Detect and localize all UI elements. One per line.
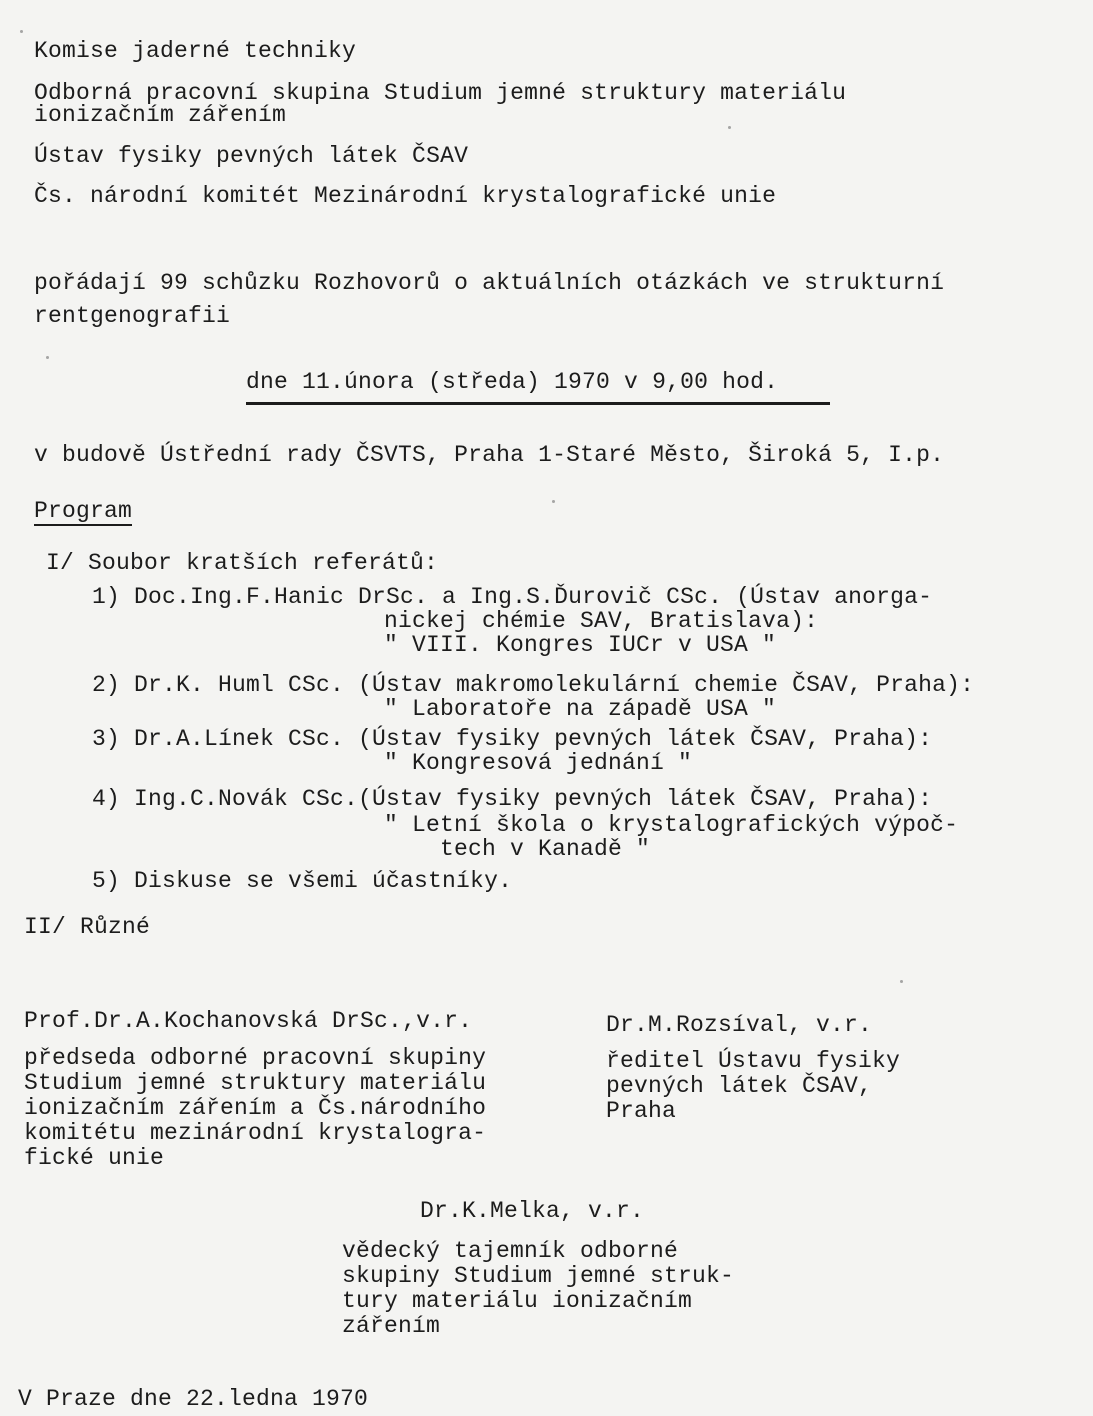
meeting-date: dne 11.února (středa) 1970 v 9,00 hod. xyxy=(246,369,779,395)
organizer-line: Odborná pracovní skupina Studium jemné struktury materiálu xyxy=(34,80,847,106)
intro-line: pořádají 99 schůzku Rozhovorů o aktuálních otázkách ve strukturní xyxy=(34,270,945,296)
program-item: 3) Dr.A.Línek CSc. (Ústav fysiky pevných látek ČSAV, Praha): xyxy=(92,726,933,752)
program-item: 2) Dr.K. Huml CSc. (Ústav makromolekulární chemie ČSAV, Praha): xyxy=(92,672,975,698)
program-item: 1) Doc.Ing.F.Hanic DrSc. a Ing.S.Ďurovič CSc. (Ústav anorga- xyxy=(92,584,933,610)
signatory-left-role: fické unie xyxy=(24,1145,165,1171)
program-section: I/ Soubor kratších referátů: xyxy=(46,550,439,576)
paper-speck xyxy=(552,500,555,503)
program-heading: Program xyxy=(34,498,133,524)
paper-speck xyxy=(20,30,23,33)
signatory-center-role: skupiny Studium jemné struk- xyxy=(342,1263,735,1289)
signatory-left-role: Studium jemné struktury materiálu xyxy=(24,1070,487,1096)
program-item-cont: nickej chémie SAV, Bratislava): xyxy=(384,608,819,634)
venue: v budově Ústřední rady ČSVTS, Praha 1-Staré Město, Široká 5, I.p. xyxy=(34,442,945,468)
signatory-left-name: Prof.Dr.A.Kochanovská DrSc.,v.r. xyxy=(24,1008,473,1034)
paper-speck xyxy=(46,356,49,359)
signatory-center-role: tury materiálu ionizačním xyxy=(342,1288,693,1314)
paper-speck xyxy=(900,980,903,983)
signatory-right-name: Dr.M.Rozsíval, v.r. xyxy=(606,1012,873,1038)
signatory-right-role: Praha xyxy=(606,1098,677,1124)
program-item-title: " Letní škola o krystalografických výpoč- xyxy=(384,812,959,838)
signatory-center-role: vědecký tajemník odborné xyxy=(342,1238,679,1264)
program-item-title: " Laboratoře na západě USA " xyxy=(384,696,777,722)
signatory-center-name: Dr.K.Melka, v.r. xyxy=(420,1198,645,1224)
date-underline xyxy=(246,402,830,405)
organizer-line: Čs. národní komitét Mezinárodní krystalografické unie xyxy=(34,183,777,209)
intro-line: rentgenografii xyxy=(34,303,231,329)
signatory-right-role: ředitel Ústavu fysiky xyxy=(606,1048,901,1074)
program-item-title: " Kongresová jednání " xyxy=(384,750,693,776)
organizer-line: ionizačním zářením xyxy=(34,102,287,128)
place-and-date: V Praze dne 22.ledna 1970 xyxy=(18,1386,369,1412)
program-section: II/ Různé xyxy=(24,914,151,940)
program-item: 5) Diskuse se všemi účastníky. xyxy=(92,868,513,894)
program-item: 4) Ing.C.Novák CSc.(Ústav fysiky pevných látek ČSAV, Praha): xyxy=(92,786,933,812)
organizer-line: Ústav fysiky pevných látek ČSAV xyxy=(34,143,469,169)
signatory-center-role: zářením xyxy=(342,1313,441,1339)
signatory-left-role: komitétu mezinárodní krystalogra- xyxy=(24,1120,487,1146)
signatory-left-role: předseda odborné pracovní skupiny xyxy=(24,1045,487,1071)
signatory-left-role: ionizačním zářením a Čs.národního xyxy=(24,1095,487,1121)
signatory-right-role: pevných látek ČSAV, xyxy=(606,1073,873,1099)
program-item-title: " VIII. Kongres IUCr v USA " xyxy=(384,632,777,658)
program-item-title-cont: tech v Kanadě " xyxy=(440,836,651,862)
paper-speck xyxy=(728,126,731,129)
organizer-line: Komise jaderné techniky xyxy=(34,38,357,64)
